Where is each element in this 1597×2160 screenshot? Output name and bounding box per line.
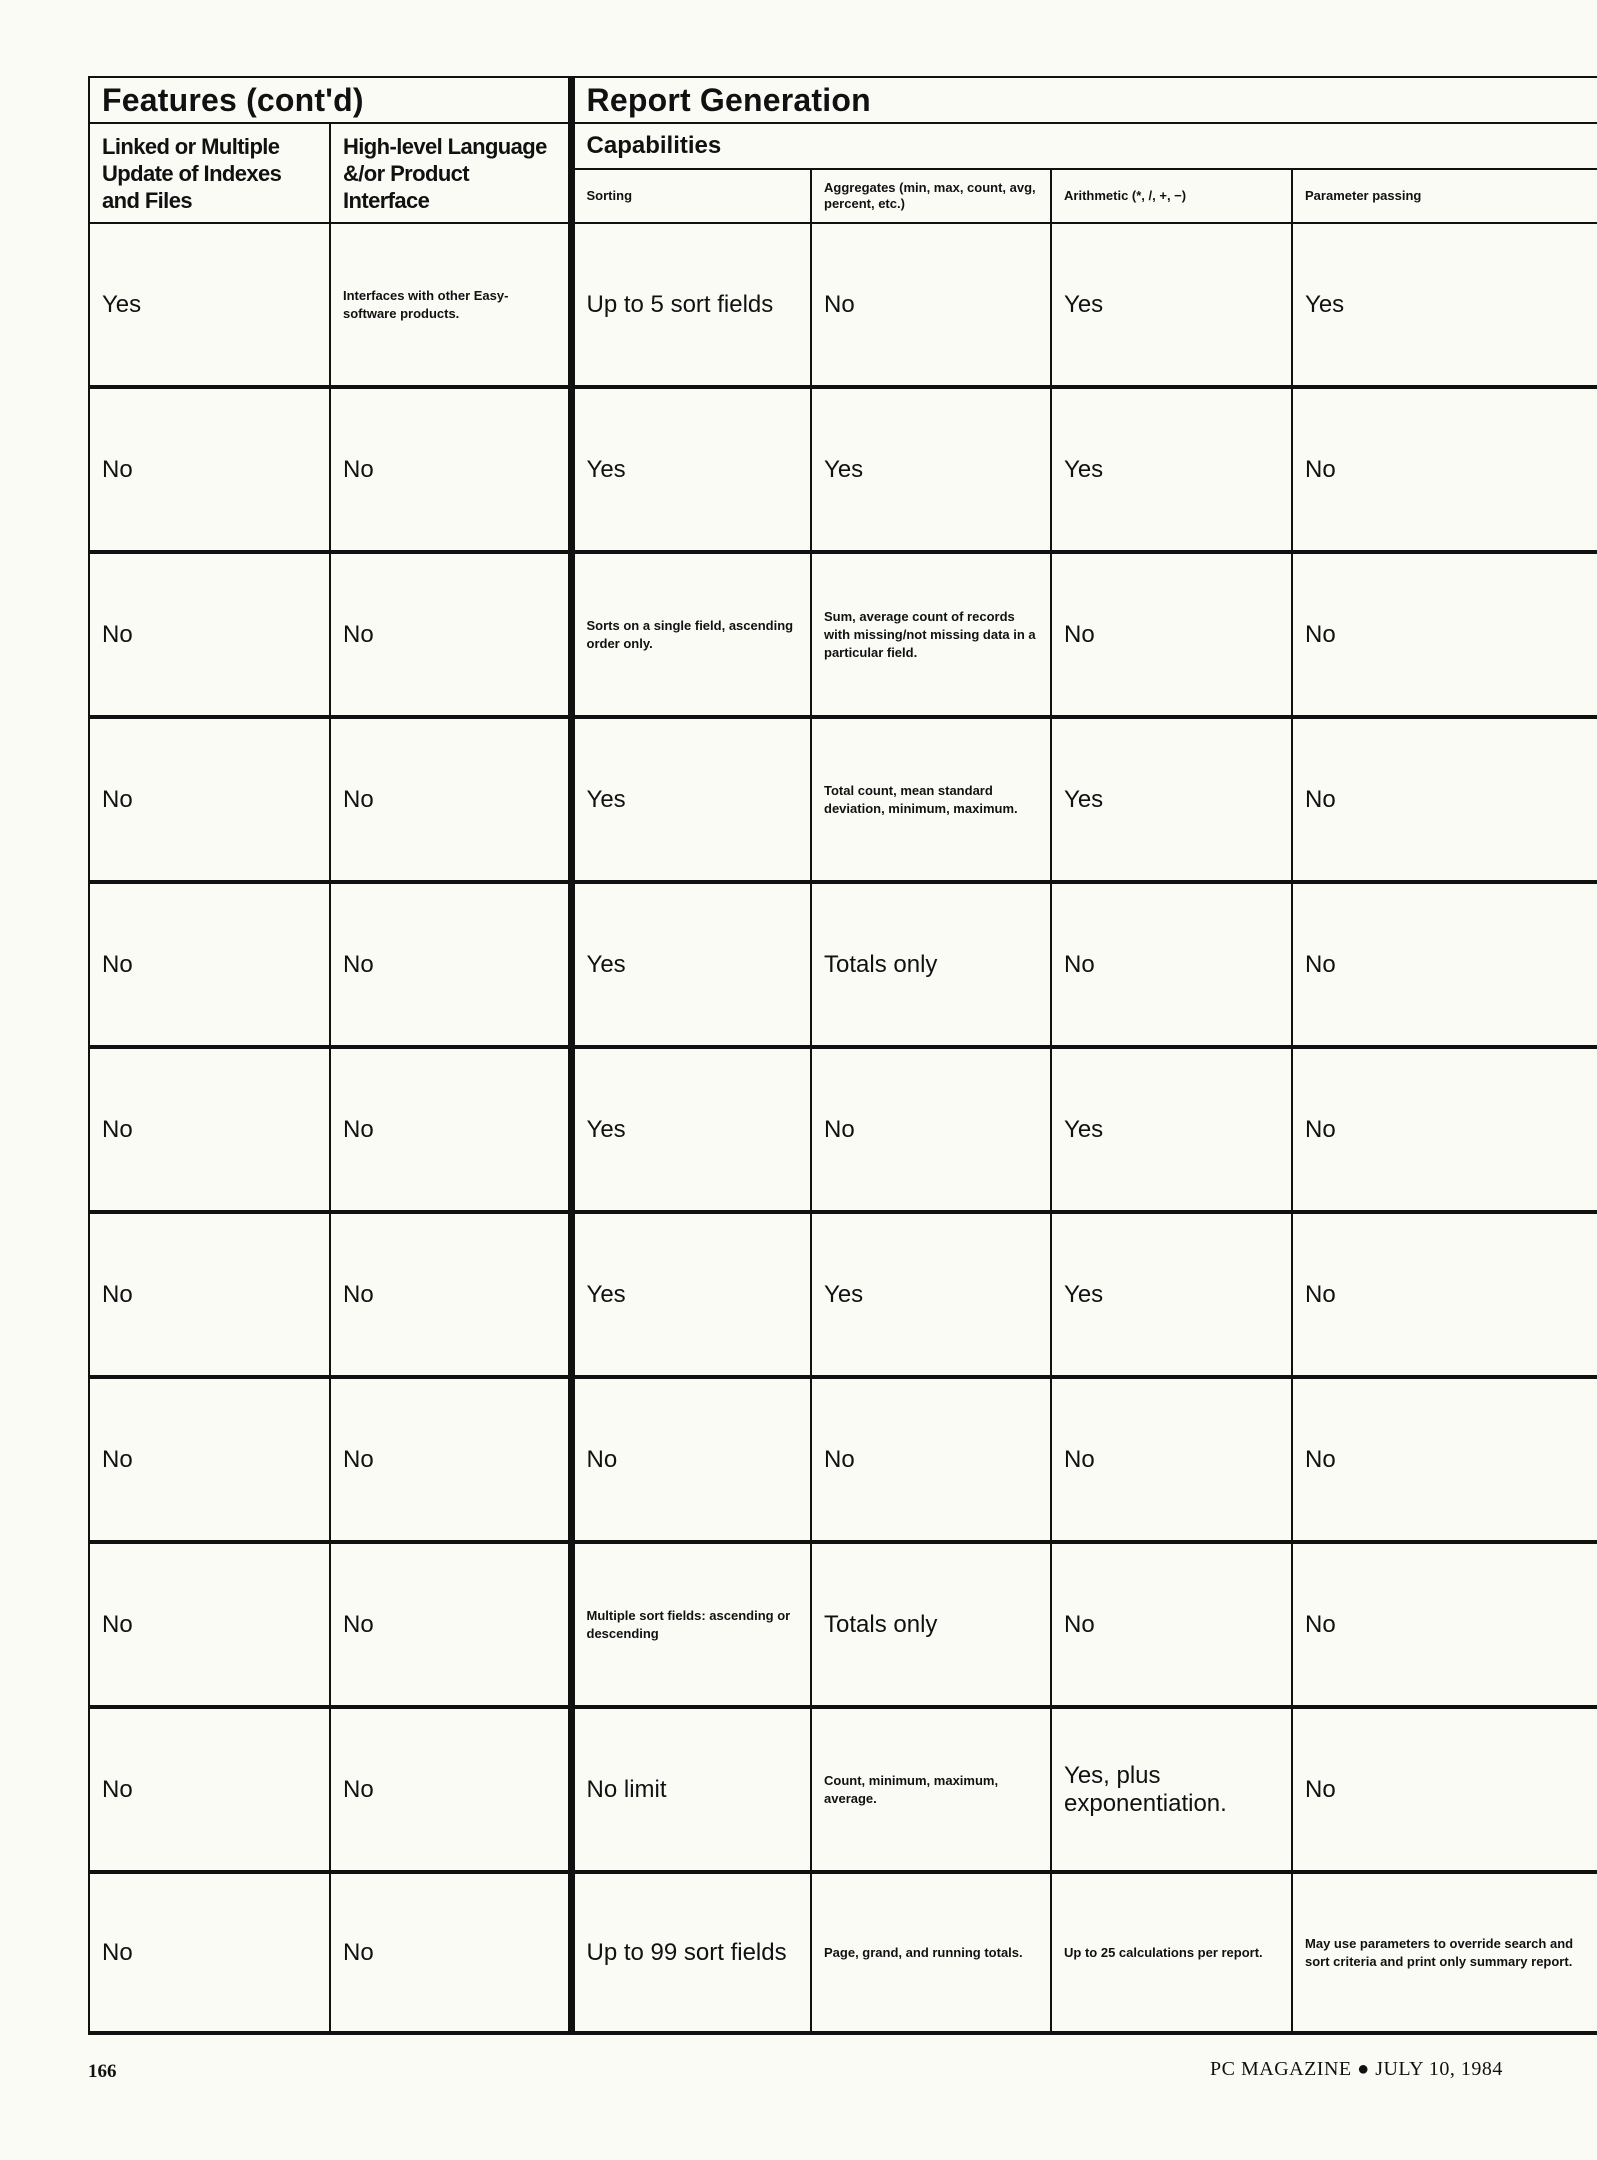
cell-text: No bbox=[1064, 950, 1095, 978]
table-cell bbox=[330, 882, 571, 1047]
table-cell bbox=[1051, 1212, 1292, 1377]
cell-text: No bbox=[586, 1445, 618, 1473]
cell-text: No bbox=[1305, 1115, 1336, 1143]
cell-text: No bbox=[102, 1115, 133, 1143]
cell-text: Yes bbox=[824, 1280, 864, 1308]
capabilities-row bbox=[89, 123, 1597, 169]
table-cell bbox=[330, 1542, 571, 1707]
table-cell bbox=[571, 1377, 811, 1542]
cell-text: Total count, mean standard deviation, minimum, maximum. bbox=[824, 782, 1018, 816]
cell-text: Yes, plus exponentiation. bbox=[1064, 1761, 1227, 1817]
table-cell bbox=[1292, 717, 1597, 882]
cell-text: Yes bbox=[102, 290, 142, 318]
table-cell bbox=[811, 552, 1051, 717]
cell-text: Yes bbox=[1064, 455, 1104, 483]
cell-text: No bbox=[343, 1115, 374, 1143]
table-cell bbox=[811, 1707, 1051, 1872]
cell-text: No bbox=[343, 1938, 374, 1966]
table-cell bbox=[89, 1872, 330, 2033]
features-title-cell bbox=[89, 77, 571, 123]
table-row bbox=[89, 1707, 1597, 1872]
table-body bbox=[89, 223, 1597, 2033]
cell-text: No bbox=[1064, 620, 1095, 648]
table-cell bbox=[1051, 717, 1292, 882]
table-cell bbox=[1051, 1542, 1292, 1707]
cell-text: No bbox=[1305, 1610, 1336, 1638]
cell-text: No limit bbox=[586, 1775, 667, 1803]
cell-text: No bbox=[343, 1775, 374, 1803]
table-cell bbox=[811, 1872, 1051, 2033]
cell-text: No bbox=[1305, 620, 1336, 648]
page-number: 166 bbox=[88, 2061, 117, 2082]
table-cell bbox=[811, 387, 1051, 552]
table-cell bbox=[89, 552, 330, 717]
table-row bbox=[89, 223, 1597, 387]
table-cell bbox=[1051, 1872, 1292, 2033]
table-cell bbox=[1051, 552, 1292, 717]
col-header-sorting: Sorting bbox=[571, 169, 811, 223]
table-row bbox=[89, 1377, 1597, 1542]
table-cell bbox=[1051, 1047, 1292, 1212]
cell-text: Yes bbox=[586, 455, 626, 483]
cell-text: Interfaces with other Easy-software products. bbox=[343, 287, 509, 321]
table-row bbox=[89, 1872, 1597, 2033]
cell-text: Yes bbox=[586, 950, 626, 978]
table-cell bbox=[89, 1542, 330, 1707]
cell-text: No bbox=[824, 290, 855, 318]
table-cell bbox=[330, 1872, 571, 2033]
cell-text: Yes bbox=[824, 455, 864, 483]
table-row bbox=[89, 717, 1597, 882]
cell-text: Yes bbox=[1064, 1115, 1104, 1143]
table-cell bbox=[330, 1707, 571, 1872]
cell-text: No bbox=[102, 950, 133, 978]
table-cell bbox=[89, 1377, 330, 1542]
table-cell bbox=[1292, 1872, 1597, 2033]
cell-text: Up to 5 sort fields bbox=[586, 290, 774, 318]
col-header-aggregates: Aggregates (min, max, count, avg, percent, etc.) bbox=[811, 169, 1051, 223]
cell-text: No bbox=[343, 785, 374, 813]
col-header-language: High-level Language &/or Product Interface bbox=[330, 123, 571, 223]
cell-text: No bbox=[102, 1775, 133, 1803]
table-cell bbox=[1292, 387, 1597, 552]
table-cell bbox=[811, 1377, 1051, 1542]
cell-text: No bbox=[1305, 785, 1336, 813]
cell-text: May use parameters to override search and sort criteria and print only summary report. bbox=[1305, 1935, 1574, 1969]
col-header-linked: Linked or Multiple Update of Indexes and Files bbox=[89, 123, 330, 223]
table-cell bbox=[330, 1377, 571, 1542]
cell-text: No bbox=[102, 1445, 133, 1473]
capabilities-cell bbox=[571, 123, 1597, 169]
table-row bbox=[89, 552, 1597, 717]
cell-text: No bbox=[343, 1445, 374, 1473]
table-cell bbox=[89, 717, 330, 882]
table-cell bbox=[1051, 223, 1292, 387]
cell-text: Sorts on a single field, ascending order only. bbox=[586, 617, 794, 651]
table-cell bbox=[571, 1212, 811, 1377]
cell-text: No bbox=[824, 1115, 855, 1143]
cell-text: No bbox=[343, 1280, 374, 1308]
table-cell bbox=[571, 1872, 811, 2033]
cell-text: Page, grand, and running totals. bbox=[824, 1944, 1023, 1960]
table-cell bbox=[1292, 882, 1597, 1047]
cell-text: Yes bbox=[1064, 785, 1104, 813]
table-cell bbox=[89, 882, 330, 1047]
features-title: Features (cont'd) bbox=[102, 81, 364, 118]
table-cell bbox=[89, 387, 330, 552]
table-cell bbox=[571, 882, 811, 1047]
table-row bbox=[89, 1047, 1597, 1212]
cell-text: No bbox=[824, 1445, 855, 1473]
col-header-arithmetic: Arithmetic (*, /, +, −) bbox=[1051, 169, 1292, 223]
table-cell bbox=[1292, 1542, 1597, 1707]
cell-text: Yes bbox=[586, 1115, 626, 1143]
table-cell bbox=[330, 552, 571, 717]
cell-text: Up to 25 calculations per report. bbox=[1064, 1944, 1263, 1960]
table-cell bbox=[571, 223, 811, 387]
table-cell bbox=[811, 717, 1051, 882]
table-cell bbox=[1051, 1707, 1292, 1872]
table-cell bbox=[1292, 552, 1597, 717]
cell-text: No bbox=[1064, 1445, 1095, 1473]
cell-text: No bbox=[343, 1610, 374, 1638]
table-cell bbox=[571, 1542, 811, 1707]
table-cell bbox=[811, 1212, 1051, 1377]
table-cell bbox=[811, 882, 1051, 1047]
cell-text: No bbox=[102, 620, 133, 648]
magazine-footer: PC MAGAZINE ● JULY 10, 1984 bbox=[1210, 2058, 1503, 2080]
cell-text: Multiple sort fields: ascending or descending bbox=[586, 1607, 791, 1641]
cell-text: No bbox=[1305, 1775, 1336, 1803]
table-cell bbox=[1292, 1047, 1597, 1212]
cell-text: No bbox=[1305, 1280, 1336, 1308]
table-cell bbox=[89, 1212, 330, 1377]
cell-text: No bbox=[102, 785, 133, 813]
report-title-cell bbox=[571, 77, 1597, 123]
cell-text: No bbox=[343, 950, 374, 978]
capabilities-title: Capabilities bbox=[586, 132, 722, 159]
cell-text: Yes bbox=[1064, 1280, 1104, 1308]
cell-text: No bbox=[343, 620, 374, 648]
cell-text: No bbox=[1305, 1445, 1336, 1473]
cell-text: No bbox=[102, 1938, 133, 1966]
cell-text: No bbox=[1305, 950, 1336, 978]
cell-text: Count, minimum, maximum, average. bbox=[824, 1772, 999, 1806]
table-cell bbox=[811, 223, 1051, 387]
table-cell bbox=[571, 1707, 811, 1872]
cell-text: Up to 99 sort fields bbox=[586, 1938, 787, 1966]
table-cell bbox=[330, 1047, 571, 1212]
table-cell bbox=[571, 717, 811, 882]
table-cell bbox=[1051, 387, 1292, 552]
table-row bbox=[89, 387, 1597, 552]
cell-text: No bbox=[102, 1280, 133, 1308]
table-cell bbox=[89, 223, 330, 387]
cell-text: No bbox=[1305, 455, 1336, 483]
table-cell bbox=[1292, 1377, 1597, 1542]
table-cell bbox=[1292, 1707, 1597, 1872]
table-cell bbox=[1292, 223, 1597, 387]
cell-text: Totals only bbox=[824, 1610, 938, 1638]
cell-text: No bbox=[102, 1610, 133, 1638]
table-cell bbox=[811, 1542, 1051, 1707]
report-title: Report Generation bbox=[586, 81, 871, 118]
table-cell bbox=[571, 552, 811, 717]
table-cell bbox=[330, 387, 571, 552]
cell-text: Totals only bbox=[824, 950, 938, 978]
table-cell bbox=[811, 1047, 1051, 1212]
table-cell bbox=[330, 1212, 571, 1377]
table-cell bbox=[89, 1047, 330, 1212]
comparison-table bbox=[88, 76, 1597, 2035]
cell-text: No bbox=[1064, 1610, 1095, 1638]
cell-text: No bbox=[343, 455, 374, 483]
cell-text: Yes bbox=[1305, 290, 1345, 318]
table-cell bbox=[1051, 1377, 1292, 1542]
cell-text: Yes bbox=[586, 1280, 626, 1308]
table-cell bbox=[571, 387, 811, 552]
table-cell bbox=[1292, 1212, 1597, 1377]
table-cell bbox=[330, 223, 571, 387]
cell-text: Sum, average count of records with missing/not missing data in a particular field. bbox=[824, 608, 1036, 660]
table-cell bbox=[330, 717, 571, 882]
table-cell bbox=[1051, 882, 1292, 1047]
section-header-row bbox=[89, 77, 1597, 123]
cell-text: Yes bbox=[586, 785, 626, 813]
table-cell bbox=[89, 1707, 330, 1872]
cell-text: No bbox=[102, 455, 133, 483]
table-row bbox=[89, 1542, 1597, 1707]
table-row bbox=[89, 1212, 1597, 1377]
cell-text: Yes bbox=[1064, 290, 1104, 318]
col-header-parameter-passing: Parameter passing bbox=[1292, 169, 1597, 223]
table-row bbox=[89, 882, 1597, 1047]
table-cell bbox=[571, 1047, 811, 1212]
